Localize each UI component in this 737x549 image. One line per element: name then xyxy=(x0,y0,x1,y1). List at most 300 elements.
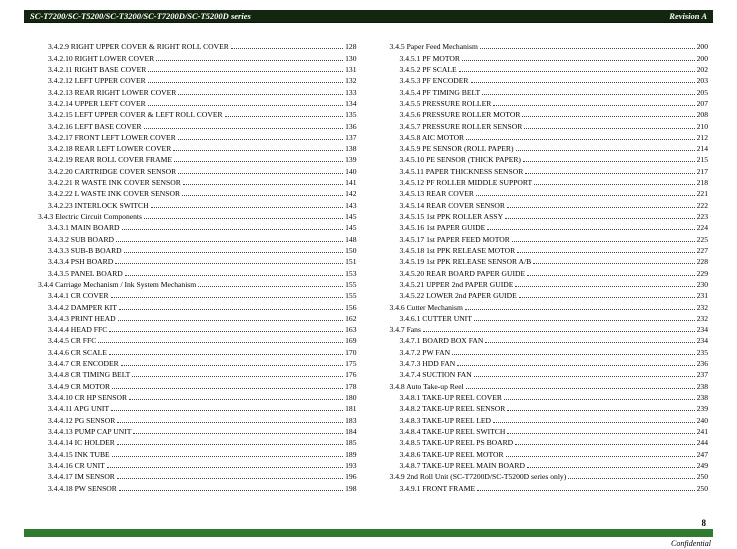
dot-leader xyxy=(515,286,694,287)
toc-entry[interactable] xyxy=(48,153,357,164)
toc-entry[interactable] xyxy=(48,85,357,96)
toc-entry-label: 3.4.5.7 PRESSURE ROLLER SENSOR xyxy=(399,121,523,131)
toc-entry-label: 3.4.5.6 PRESSURE ROLLER MOTOR xyxy=(399,110,521,120)
toc-entry-label: 3.4.5.9 PE SENSOR (ROLL PAPER) xyxy=(399,144,514,154)
toc-entry-page: 198 xyxy=(345,483,357,493)
toc-entry-label: 3.4.8.6 TAKE-UP REEL MOTOR xyxy=(399,449,504,459)
toc-entry-page: 151 xyxy=(345,257,357,267)
toc-entry-label: 3.4.4.11 APG UNIT xyxy=(48,404,110,414)
toc-entry-page: 223 xyxy=(696,212,708,221)
toc-entry-page: 202 xyxy=(696,64,708,74)
toc-entry-page: 214 xyxy=(696,144,708,154)
dot-leader xyxy=(225,116,344,117)
dot-leader xyxy=(121,365,343,366)
toc-entry[interactable] xyxy=(48,108,357,119)
toc-entry-label: 3.4.5.18 1st PPK RELEASE MOTOR xyxy=(399,245,516,255)
toc-entry-page: 189 xyxy=(345,449,357,459)
toc-entry-label: 3.4.8 Auto Take-up Reel xyxy=(389,381,464,391)
dot-leader xyxy=(474,376,695,377)
toc-entry-page: 137 xyxy=(345,132,357,142)
toc-entry[interactable] xyxy=(48,368,357,379)
toc-entry[interactable] xyxy=(48,74,357,85)
toc-entry[interactable] xyxy=(400,402,709,413)
toc-entry-page: 153 xyxy=(345,268,357,278)
toc-entry-label: 3.4.5.21 UPPER 2nd PAPER GUIDE xyxy=(399,279,514,289)
toc-entry[interactable] xyxy=(400,289,709,300)
toc-entry-label: 3.4.3.3 SUB-B BOARD xyxy=(48,245,122,255)
toc-entry-page: 249 xyxy=(696,460,708,470)
toc-entry-page: 138 xyxy=(345,144,357,154)
toc-entry-label: 3.4.4.12 PG SENSOR xyxy=(48,415,116,425)
toc-entry-label: 3.4.4.4 HEAD FFC xyxy=(48,325,108,335)
toc-entry-label: 3.4.4.13 PUMP CAP UNIT xyxy=(48,426,132,436)
toc-entry[interactable] xyxy=(400,244,709,255)
toc-entry-label: 3.4.2.15 LEFT UPPER COVER & LEFT ROLL COVER xyxy=(48,110,223,120)
toc-entry-label: 3.4.5 Paper Feed Mechanism xyxy=(389,42,478,52)
toc-entry[interactable] xyxy=(48,198,357,209)
toc-entry[interactable] xyxy=(400,413,709,424)
toc-entry-page: 208 xyxy=(696,110,708,120)
toc-entry-page: 176 xyxy=(345,370,357,380)
toc-entry-page: 200 xyxy=(696,42,708,52)
toc-entry[interactable] xyxy=(400,221,709,232)
toc-entry[interactable] xyxy=(48,164,357,175)
toc-entry[interactable] xyxy=(48,312,357,323)
toc-column-left xyxy=(38,40,357,493)
toc-entry-page: 156 xyxy=(345,302,357,312)
toc-entry[interactable] xyxy=(48,131,357,142)
toc-entry-page: 205 xyxy=(696,87,708,97)
toc-entry-label: 3.4.4.18 PW SENSOR xyxy=(48,483,117,493)
toc-entry-label: 3.4.5.20 REAR BOARD PAPER GUIDE xyxy=(399,268,526,278)
toc-entry[interactable] xyxy=(48,436,357,447)
toc-entry-page: 155 xyxy=(345,279,357,289)
toc-entry-page: 130 xyxy=(345,53,357,63)
toc-entry[interactable] xyxy=(400,232,709,243)
toc-entry-label: 3.4.4.10 CR HP SENSOR xyxy=(48,393,128,402)
toc-entry-page: 212 xyxy=(696,132,708,142)
toc-entry-page: 241 xyxy=(696,426,708,436)
toc-entry[interactable] xyxy=(400,312,709,323)
toc-entry-page: 235 xyxy=(696,347,708,357)
dot-leader xyxy=(132,376,343,377)
toc-entry-label: 3.4.5.12 PF ROLLER MIDDLE SUPPORT xyxy=(399,178,533,188)
footer-bar xyxy=(24,529,713,537)
toc-entry-page: 181 xyxy=(345,404,357,414)
dot-leader xyxy=(519,297,695,298)
toc-entry[interactable] xyxy=(400,108,709,119)
toc-entry[interactable] xyxy=(48,40,357,51)
dot-leader xyxy=(125,275,343,276)
toc-entry-label: 3.4.4.6 CR SCALE xyxy=(48,347,107,357)
toc-entry-label: 3.4.5.14 REAR COVER SENSOR xyxy=(399,200,505,210)
toc-entry-page: 184 xyxy=(345,426,357,436)
dot-leader xyxy=(493,105,694,106)
toc-entry[interactable] xyxy=(48,447,357,458)
toc-entry-label: 3.4.4.1 CR COVER xyxy=(48,291,109,301)
dot-leader xyxy=(568,478,694,479)
toc-entry[interactable] xyxy=(400,164,709,175)
toc-entry-page: 150 xyxy=(345,245,357,255)
toc-entry-label: 3.4.2.22 L WASTE INK COVER SENSOR xyxy=(48,189,181,199)
toc-entry-label: 3.4.5.22 LOWER 2nd PAPER GUIDE xyxy=(399,291,517,301)
page-number: 8 xyxy=(701,518,706,528)
toc-entry-label: 3.4.2.11 RIGHT BASE COVER xyxy=(48,64,147,74)
toc-entry-page: 232 xyxy=(696,313,708,323)
toc-entry-page: 221 xyxy=(696,189,708,199)
toc-column-right xyxy=(390,40,709,493)
toc-entry-page: 247 xyxy=(696,449,708,459)
dot-leader xyxy=(476,195,695,196)
toc-entry[interactable] xyxy=(48,266,357,277)
dot-leader xyxy=(183,184,343,185)
toc-entry-page: 145 xyxy=(345,212,357,221)
toc-entry[interactable] xyxy=(48,187,357,198)
toc-entry-label: 3.4.3.5 PANEL BOARD xyxy=(48,268,123,278)
toc-entry-page: 244 xyxy=(696,438,708,448)
toc-entry[interactable] xyxy=(400,187,709,198)
toc-entry[interactable] xyxy=(48,142,357,153)
toc-entry[interactable] xyxy=(48,300,357,311)
dot-leader xyxy=(452,354,695,355)
toc-entry-label: 3.4.8.4 TAKE-UP REEL SWITCH xyxy=(399,426,506,436)
dot-leader xyxy=(117,478,343,479)
toc-entry-page: 163 xyxy=(345,325,357,335)
toc-entry-page: 131 xyxy=(345,64,357,74)
toc-entry-label: 3.4.7.3 HDD FAN xyxy=(399,359,456,369)
toc-entry-page: 239 xyxy=(696,404,708,414)
toc-entry-label: 3.4.2.10 RIGHT LOWER COVER xyxy=(48,53,155,63)
dot-leader xyxy=(231,48,343,49)
toc-entry[interactable] xyxy=(390,40,709,51)
dot-leader xyxy=(482,94,695,95)
toc-entry[interactable] xyxy=(48,97,357,108)
dot-leader xyxy=(459,71,695,72)
toc-entry-page: 143 xyxy=(345,200,357,210)
toc-entry-label: 3.4.5.5 PRESSURE ROLLER xyxy=(399,98,492,108)
dot-leader xyxy=(117,422,343,423)
toc-entry-page: 139 xyxy=(345,155,357,165)
toc-entry-label: 3.4.5.11 PAPER THICKNESS SENSOR xyxy=(399,166,524,176)
toc-entry[interactable] xyxy=(400,176,709,187)
dot-leader xyxy=(98,342,343,343)
toc-entry[interactable] xyxy=(48,334,357,345)
dot-leader xyxy=(115,263,343,264)
toc-entry-page: 185 xyxy=(345,438,357,448)
toc-entry-page: 148 xyxy=(345,234,357,244)
toc-entry[interactable] xyxy=(48,323,357,334)
dot-leader xyxy=(515,444,694,445)
toc-entry-label: 3.4.5.10 PE SENSOR (THICK PAPER) xyxy=(399,155,521,165)
dot-leader xyxy=(525,173,694,174)
toc-entry-page: 210 xyxy=(696,121,708,131)
toc-entry-label: 3.4.9 2nd Roll Unit (SC-T7200D/SC-T5200D series only) xyxy=(389,472,567,482)
toc-entry-label: 3.4.4.15 INK TUBE xyxy=(48,449,110,459)
dot-leader xyxy=(111,410,343,411)
toc-entry-label: 3.4.9.1 FRONT FRAME xyxy=(399,483,476,493)
toc-entry[interactable] xyxy=(400,459,709,470)
toc-entry-page: 200 xyxy=(696,53,708,63)
confidential-label: Confidential xyxy=(671,539,711,548)
toc-entry-label: 3.4.6.1 CUTTER UNIT xyxy=(399,313,472,323)
dot-leader xyxy=(474,320,695,321)
toc-entry-page: 136 xyxy=(345,121,357,131)
toc-entry[interactable] xyxy=(48,425,357,436)
dot-leader xyxy=(111,297,344,298)
toc-entry-label: 3.4.4.9 CR MOTOR xyxy=(48,381,111,391)
toc-entry-label: 3.4.7.2 PW FAN xyxy=(399,347,451,357)
dot-leader xyxy=(462,60,695,61)
toc-entry[interactable] xyxy=(400,63,709,74)
toc-entry[interactable] xyxy=(48,51,357,62)
dot-leader xyxy=(466,388,695,389)
dot-leader xyxy=(144,128,344,129)
toc-entry-page: 203 xyxy=(696,76,708,86)
toc-entry[interactable] xyxy=(400,210,709,221)
header-bar xyxy=(24,10,713,23)
toc-entry[interactable] xyxy=(400,481,709,492)
dot-leader xyxy=(527,467,695,468)
dot-leader xyxy=(485,342,694,343)
dot-leader xyxy=(109,354,343,355)
dot-leader xyxy=(477,490,695,491)
toc-entry-label: 3.4.5.3 PF ENCODER xyxy=(399,76,469,86)
toc-entry[interactable] xyxy=(400,447,709,458)
toc-entry[interactable] xyxy=(400,131,709,142)
toc-entry-label: 3.4.4.17 IM SENSOR xyxy=(48,472,115,482)
toc-entry[interactable] xyxy=(48,119,357,130)
toc-entry[interactable] xyxy=(48,459,357,470)
toc-entry[interactable] xyxy=(400,368,709,379)
toc-entry-label: 3.4.4.3 PRINT HEAD xyxy=(48,313,116,323)
toc-entry[interactable] xyxy=(48,176,357,187)
toc-entry-page: 170 xyxy=(345,347,357,357)
dot-leader xyxy=(119,309,343,310)
toc-entry[interactable] xyxy=(48,470,357,481)
dot-leader xyxy=(112,456,343,457)
toc-entry[interactable] xyxy=(48,345,357,356)
toc-entry-page: 128 xyxy=(345,42,357,52)
toc-entry-label: 3.4.2.18 REAR LEFT LOWER COVER xyxy=(48,144,172,154)
dot-leader xyxy=(198,286,343,287)
dot-leader xyxy=(507,207,695,208)
dot-leader xyxy=(523,161,695,162)
dot-leader xyxy=(174,161,343,162)
toc-entry[interactable] xyxy=(48,481,357,492)
toc-entry-page: 232 xyxy=(696,302,708,312)
toc-entry-page: 169 xyxy=(345,336,357,346)
toc-entry[interactable] xyxy=(400,51,709,62)
toc-entry-label: 3.4.5.8 AIC MOTOR xyxy=(399,132,465,142)
dot-leader xyxy=(505,218,695,219)
toc-entry-label: 3.4.7 Fans xyxy=(389,325,421,335)
dot-leader xyxy=(112,388,343,389)
toc-entry[interactable] xyxy=(48,379,357,390)
toc-entry-label: 3.4.4.2 DAMPER KIT xyxy=(48,302,117,312)
dot-leader xyxy=(116,241,343,242)
toc-entry-label: 3.4.2.13 REAR RIGHT LOWER COVER xyxy=(48,87,177,97)
toc-entry-label: 3.4.2.12 LEFT UPPER COVER xyxy=(48,76,146,86)
toc-entry-page: 133 xyxy=(345,87,357,97)
toc-entry[interactable] xyxy=(390,323,709,334)
toc-entry-label: 3.4.2.19 REAR ROLL COVER FRAME xyxy=(48,155,172,165)
dot-leader xyxy=(507,433,694,434)
dot-leader xyxy=(133,433,343,434)
toc-entry-page: 224 xyxy=(696,223,708,233)
toc-entry-label: 3.4.5.15 1st PPK ROLLER ASSY xyxy=(399,212,504,221)
dot-leader xyxy=(524,128,694,129)
header-series-title: SC-T7200/SC-T5200/SC-T3200/SC-T7200D/SC-T5200D series xyxy=(30,11,251,21)
toc-entry[interactable] xyxy=(48,63,357,74)
dot-leader xyxy=(527,275,694,276)
toc-entry[interactable] xyxy=(400,153,709,164)
toc-entry[interactable] xyxy=(400,142,709,153)
dot-leader xyxy=(151,207,343,208)
toc-entry-label: 3.4.7.1 BOARD BOX FAN xyxy=(399,336,484,346)
toc-entry[interactable] xyxy=(400,198,709,209)
dot-leader xyxy=(522,116,694,117)
toc-entry-page: 217 xyxy=(696,166,708,176)
toc-entry-label: 3.4.5.4 PF TIMING BELT xyxy=(399,87,481,97)
toc-entry-page: 229 xyxy=(696,268,708,278)
toc-entry-label: 3.4.2.23 INTERLOCK SWITCH xyxy=(48,200,149,210)
toc-entry-label: 3.4.8.7 TAKE-UP REEL MAIN BOARD xyxy=(399,460,525,470)
dot-leader xyxy=(516,150,695,151)
toc-entry-page: 140 xyxy=(345,166,357,176)
toc-entry[interactable] xyxy=(48,232,357,243)
dot-leader xyxy=(117,444,343,445)
toc-entry-page: 180 xyxy=(345,393,357,402)
toc-entry-page: 222 xyxy=(696,200,708,210)
toc-entry[interactable] xyxy=(48,221,357,232)
toc-entry-page: 238 xyxy=(696,393,708,402)
toc-entry[interactable] xyxy=(400,436,709,447)
toc-entry-label: 3.4.5.2 PF SCALE xyxy=(399,64,457,74)
toc-entry[interactable] xyxy=(400,278,709,289)
toc-entry-page: 135 xyxy=(345,110,357,120)
dot-leader xyxy=(504,399,695,400)
dot-leader xyxy=(457,365,694,366)
toc-entry-page: 234 xyxy=(696,336,708,346)
dot-leader xyxy=(493,422,695,423)
dot-leader xyxy=(107,467,343,468)
toc-entry[interactable] xyxy=(400,345,709,356)
toc-entry-page: 162 xyxy=(345,313,357,323)
dot-leader xyxy=(512,241,695,242)
toc-entry-label: 3.4.3.2 SUB BOARD xyxy=(48,234,115,244)
toc-entry[interactable] xyxy=(400,255,709,266)
dot-leader xyxy=(124,252,343,253)
toc-entry[interactable] xyxy=(400,97,709,108)
toc-entry-label: 3.4.4.5 CR FFC xyxy=(48,336,97,346)
toc-entry[interactable] xyxy=(390,300,709,311)
toc-entry-label: 3.4.3.1 MAIN BOARD xyxy=(48,223,120,233)
toc-entry-label: 3.4.2.20 CARTRIDGE COVER SENSOR xyxy=(48,166,177,176)
toc-entry-label: 3.4.8.3 TAKE-UP REEL LED xyxy=(399,415,491,425)
toc-entry-label: 3.4.4.14 IC HOLDER xyxy=(48,438,115,448)
dot-leader xyxy=(148,82,343,83)
toc-entry[interactable] xyxy=(48,413,357,424)
toc-entry-page: 175 xyxy=(345,359,357,369)
dot-leader xyxy=(517,252,694,253)
dot-leader xyxy=(466,139,694,140)
toc-entry[interactable] xyxy=(48,255,357,266)
toc-entry-page: 240 xyxy=(696,415,708,425)
toc-entry[interactable] xyxy=(48,289,357,300)
dot-leader xyxy=(178,173,343,174)
dot-leader xyxy=(122,229,344,230)
toc-entry-page: 237 xyxy=(696,370,708,380)
toc-entry[interactable] xyxy=(400,391,709,402)
toc-entry[interactable] xyxy=(400,74,709,85)
toc-entry[interactable] xyxy=(400,334,709,345)
toc-entry-label: 3.4.5.16 1st PAPER GUIDE xyxy=(399,223,486,233)
toc-entry[interactable] xyxy=(48,244,357,255)
toc-entry-page: 218 xyxy=(696,178,708,188)
toc-entry[interactable] xyxy=(400,357,709,368)
dot-leader xyxy=(423,331,695,332)
toc-entry-page: 132 xyxy=(345,76,357,86)
toc-entry[interactable] xyxy=(400,266,709,277)
toc-entry-page: 236 xyxy=(696,359,708,369)
dot-leader xyxy=(465,309,695,310)
toc-entry[interactable] xyxy=(38,278,357,289)
toc-entry-label: 3.4.8.1 TAKE-UP REEL COVER xyxy=(399,393,502,402)
dot-leader xyxy=(148,105,343,106)
toc-entry-label: 3.4.5.17 1st PAPER FEED MOTOR xyxy=(399,234,510,244)
toc-entry-label: 3.4.4.8 CR TIMING BELT xyxy=(48,370,131,380)
toc-entry[interactable] xyxy=(390,470,709,481)
toc-entry[interactable] xyxy=(400,85,709,96)
toc-entry-label: 3.4.6 Cutter Mechanism xyxy=(389,302,463,312)
toc-entry[interactable] xyxy=(400,119,709,130)
toc-entry-page: 250 xyxy=(696,472,708,482)
toc-entry-page: 234 xyxy=(696,325,708,335)
toc-entry-label: 3.4.2.14 UPPER LEFT COVER xyxy=(48,98,146,108)
dot-leader xyxy=(148,71,343,72)
toc-entry-page: 225 xyxy=(696,234,708,244)
dot-leader xyxy=(119,490,343,491)
dot-leader xyxy=(118,320,344,321)
toc-entry-page: 178 xyxy=(345,381,357,391)
toc-entry-page: 250 xyxy=(696,483,708,493)
table-of-contents xyxy=(38,40,708,493)
dot-leader xyxy=(129,399,343,400)
toc-entry-page: 238 xyxy=(696,381,708,391)
toc-entry-page: 155 xyxy=(345,291,357,301)
toc-entry[interactable] xyxy=(400,425,709,436)
dot-leader xyxy=(471,82,695,83)
toc-entry[interactable] xyxy=(38,210,357,221)
toc-entry[interactable] xyxy=(48,357,357,368)
toc-entry-page: 183 xyxy=(345,415,357,425)
toc-entry-page: 142 xyxy=(345,189,357,199)
header-revision: Revision A xyxy=(669,11,707,21)
toc-entry[interactable] xyxy=(48,391,357,402)
dot-leader xyxy=(109,331,343,332)
toc-entry-label: 3.4.3 Electric Circuit Components xyxy=(38,212,142,221)
toc-entry[interactable] xyxy=(390,379,709,390)
dot-leader xyxy=(487,229,694,230)
toc-entry[interactable] xyxy=(48,402,357,413)
toc-entry-page: 207 xyxy=(696,98,708,108)
toc-entry-page: 196 xyxy=(345,472,357,482)
toc-entry-page: 145 xyxy=(345,223,357,233)
toc-entry-page: 227 xyxy=(696,245,708,255)
toc-entry-label: 3.4.4.7 CR ENCODER xyxy=(48,359,119,369)
toc-entry-page: 193 xyxy=(345,460,357,470)
toc-entry-page: 228 xyxy=(696,257,708,267)
